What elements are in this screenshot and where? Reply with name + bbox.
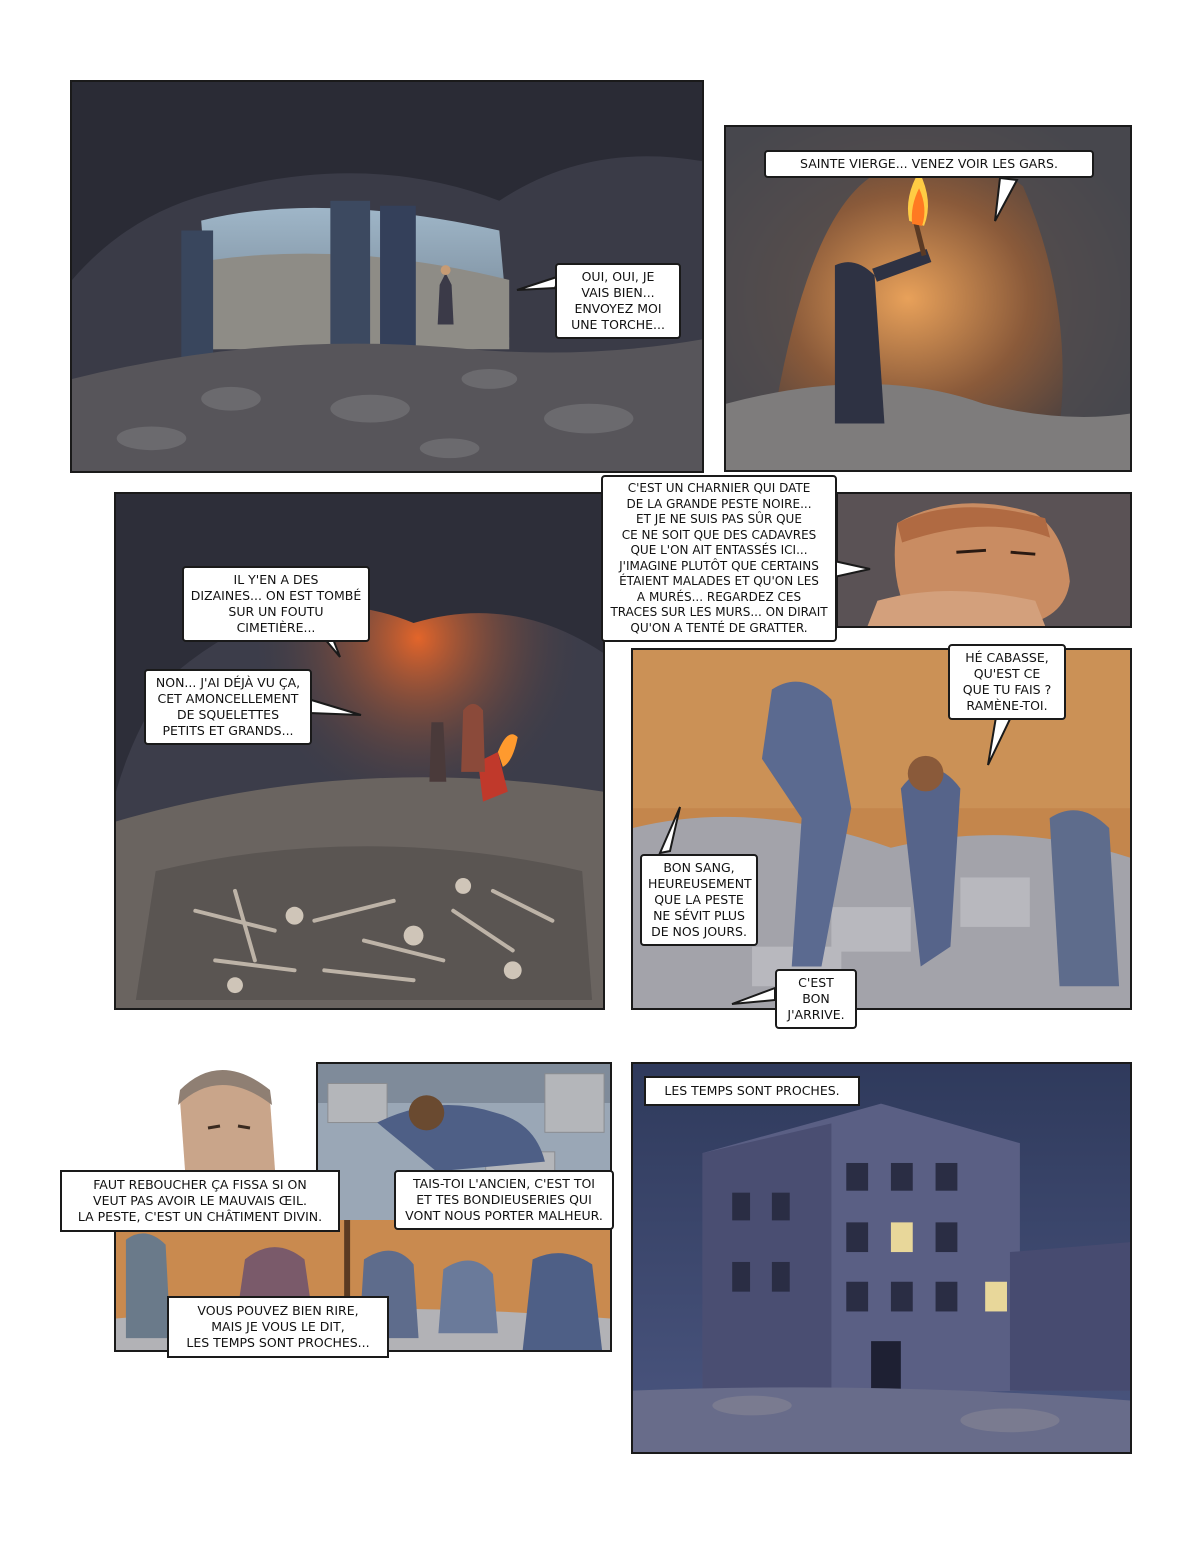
- panel-night-building: [631, 1062, 1132, 1454]
- speech-tail: [832, 557, 872, 582]
- panel-face-closeup: [836, 492, 1132, 628]
- speech-tail: [650, 805, 685, 855]
- night-building-scene-icon: [633, 1064, 1130, 1452]
- speech-bubble-p1: OUI, OUI, JE VAIS BIEN... ENVOYEZ MOI UNE TORCHE...: [555, 263, 681, 339]
- speech-bubble-p4: C'EST UN CHARNIER QUI DATE DE LA GRANDE PESTE NOIRE... ET JE NE SUIS PAS SÛR QUE CE NE SOIT QUE DES CADAVRES QUE L'ON AIT ENTASSÉS ICI... J'IMAGINE PLUTÔT QUE CERTAINS ÉTAIENT MALADES ET QU'ON LES A MURÉS... REGARDEZ CES TRACES SUR LES MURS... ON DIRAIT QU'ON A TENTÉ DE GRATTER.: [601, 475, 837, 642]
- speech-bubble-p6: FAUT REBOUCHER ÇA FISSA SI ON VEUT PAS AVOIR LE MAUVAIS ŒIL. LA PESTE, C'EST UN CHÂTIMENT DIVIN.: [60, 1170, 340, 1232]
- caption-p9: LES TEMPS SONT PROCHES.: [644, 1076, 860, 1106]
- speech-tail: [306, 695, 366, 720]
- speech-bubble-p3-a: IL Y'EN A DES DIZAINES... ON EST TOMBÉ SUR UN FOUTU CIMETIÈRE...: [182, 566, 370, 642]
- speech-tail: [986, 715, 1016, 770]
- speech-tail: [995, 176, 1025, 226]
- speech-bubble-p5-c: C'EST BON J'ARRIVE.: [775, 969, 857, 1029]
- torch-bearer-scene-icon: [726, 127, 1130, 470]
- worker-face-closeup-icon: [838, 494, 1130, 626]
- speech-tail: [730, 984, 780, 1009]
- speech-bubble-p5-a: HÉ CABASSE, QU'EST CE QUE TU FAIS ? RAMÈNE-TOI.: [948, 644, 1066, 720]
- speech-bubble-p2: SAINTE VIERGE... VENEZ VOIR LES GARS.: [764, 150, 1094, 178]
- speech-bubble-p3-b: NON... J'AI DÉJÀ VU ÇA, CET AMONCELLEMENT DE SQUELETTES PETITS ET GRANDS...: [144, 669, 312, 745]
- speech-bubble-p8: VOUS POUVEZ BIEN RIRE, MAIS JE VOUS LE DIT, LES TEMPS SONT PROCHES...: [167, 1296, 389, 1358]
- speech-bubble-p5-b: BON SANG, HEUREUSEMENT QUE LA PESTE NE SÉVIT PLUS DE NOS JOURS.: [640, 854, 758, 946]
- speech-bubble-p7: TAIS-TOI L'ANCIEN, C'EST TOI ET TES BONDIEUSERIES QUI VONT NOUS PORTER MALHEUR.: [394, 1170, 614, 1230]
